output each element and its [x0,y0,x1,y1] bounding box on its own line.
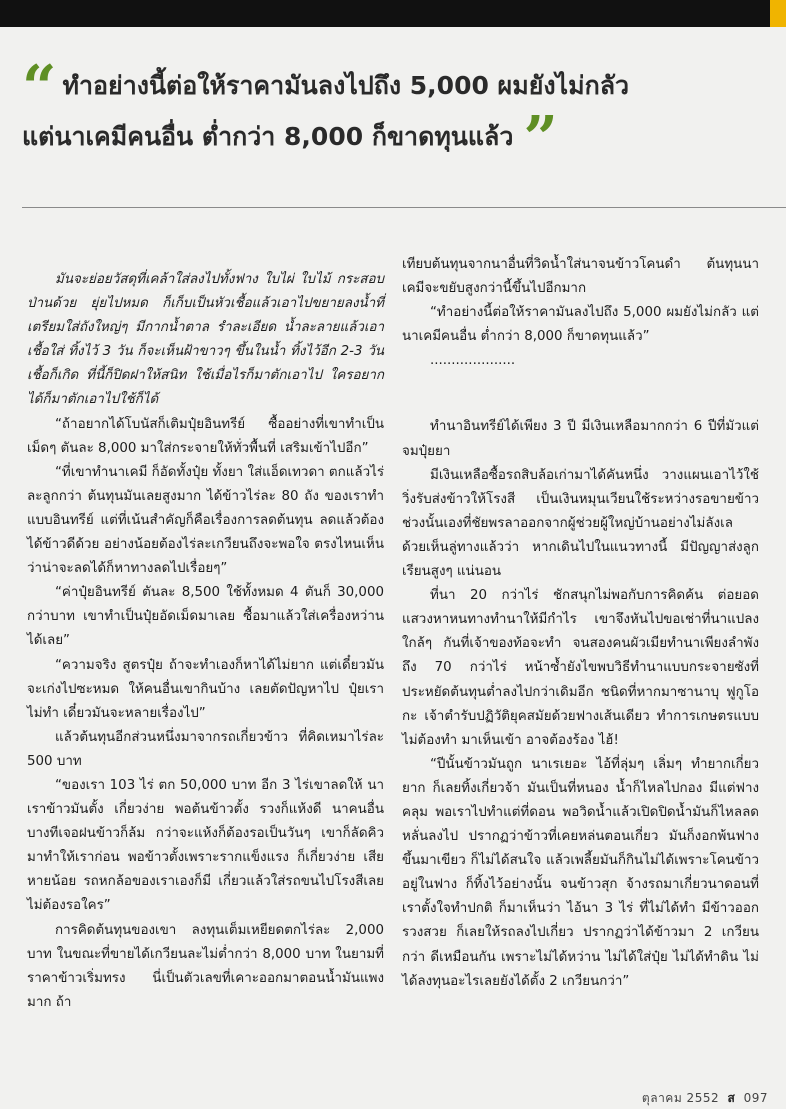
paragraph: “ทำอย่างนี้ต่อให้ราคามันลงไปถึง 5,000 ผมยังไม่กลัว แต่นาเคมีคนอื่น ต่ำกว่า 8,000 ก็ขาดทุนแล้ว” [402,305,759,345]
pull-quote-line-1 [22,53,767,123]
pull-quote-text-2: แต่นาเคมีคนอื่น ต่ำกว่า 8,000 ก็ขาดทุนแล้ว [22,122,514,151]
top-bar [0,0,770,27]
open-quote-mark: “ [22,53,51,123]
pull-quote-line-2 [22,104,767,174]
paragraph: การคิดต้นทุนของเขา ลงทุนเต็มเหยียดตกไร่ละ 2,000 บาท ในขณะที่ขายได้เกวียนละไม่ต่ำกว่า 8,000 บาท ในยามที่ราคาข้าวเริ่มทรง นี่เป็นตัวเลขที่เคาะออกมาตอนน้ำมันแพงมาก ถ้า [27,922,384,1010]
page-number: 097 [743,1091,768,1105]
page-footer [642,1089,768,1108]
paragraph: “ค่าปุ๋ยอินทรีย์ ตันละ 8,500 ใช้ทั้งหมด 4 ตันก็ 30,000 กว่าบาท เขาทำเป็นปุ๋ยอัดเม็ดมาเลย ซื้อมาแล้วใส่เครื่องหว่านได้เลย” [27,585,384,649]
paragraph: มีเงินเหลือซื้อรถสิบล้อเก่ามาได้คันหนึ่ง วางแผนเอาไว้ใช้วิ่งรับส่งข้าวให้โรงสี เป็นเงินหมุนเวียนใช้ระหว่างรอขายข้าว ช่วงนั้นเองที่ชัยพรลาออกจากผู้ช่วยผู้ใหญ่บ้านอย่างไม่ลังเล ด้วยเห็นลู่ทางแล้วว่า หากเดินไปในแนวทางนี้ มีปัญญาส่งลูกเรียนสูงๆ แน่นอน [402,467,759,580]
close-quote-mark: ” [523,104,552,174]
section-separator: .................... [430,353,516,369]
left-column [27,268,384,1015]
paragraph: ทำนาอินทรีย์ได้เพียง 3 ปี มีเงินเหลือมากกว่า 6 ปีที่มัวแต่จมปุ๋ยยา [402,419,759,459]
paragraph: เทียบต้นทุนจากนาอื่นที่วิดน้ำใส่นาจนข้าวโคนดำ ต้นทุนนาเคมีจะขยับสูงกว่านี้ขึ้นไปอีกมาก [402,257,759,297]
pull-quote-text-1: ทำอย่างนี้ต่อให้ราคามันลงไปถึง 5,000 ผมยังไม่กลัว [62,71,630,100]
divider-rule [22,207,786,208]
paragraph: “ความจริง สูตรปุ๋ย ถ้าจะทำเองก็หาได้ไม่ยาก แต่เดี๋ยวมันจะเก่งไปซะหมด ให้คนอื่นเขากินบ้าง เลยตัดปัญหาไป ปุ๋ยเราไม่ทำ เดี๋ยวมันจะหลายเรื่องไป” [27,657,384,721]
paragraph: แล้วต้นทุนอีกส่วนหนึ่งมาจากรถเกี่ยวข้าว ที่คิดเหมาไร่ละ 500 บาท [27,729,384,769]
paragraph: “ที่เขาทำนาเคมี ก็อัดทั้งปุ๋ย ทั้งยา ใส่แอ็ดเทวดา ตกแล้วไร่ละลูกกว่า ต้นทุนมันเลยสูงมาก ได้ข้าวไร่ละ 80 ถัง ของเราทำแบบอินทรีย์ แต่ที่เน้นสำคัญก็คือเรื่องการลดต้นทุน ลดแล้วต้องได้ข้าวดีด้วย อย่างน้อยต้องไร่ละเกวียนถึงจะพอใจ ตรงไหนเห็นว่าน่าจะลดได้ก็หาทางลดไปเรื่อยๆ” [27,464,385,577]
paragraph: “ถ้าอยากได้โบนัสก็เติมปุ๋ยอินทรีย์ ซื้ออย่างที่เขาทำเป็นเม็ดๆ ตันละ 8,000 มาใส่กระจายให้ทั่วพื้นที่ เสริมเข้าไปอีก” [27,416,384,456]
paragraph: มันจะย่อยวัสดุที่เคล้าใส่ลงไปทั้งฟาง ใบไผ่ ใบไม้ กระสอบป่านด้วย ยุ่ยไปหมด ก็เก็บเป็นหัวเชื้อแล้วเอาไปขยายลงน้ำที่เตรียมใส่ถังใหญ่ๆ มีกากน้ำตาล รำละเอียด น้ำละลายแล้วเอาเชื้อใส่ ทิ้งไว้ 3 วัน ก็จะเห็นฝ้าขาวๆ ขึ้นในน้ำ ทิ้งไว้อีก 2-3 วันเชื้อก็เกิด ที่นี้ก็ปิดฝาให้สนิท ใช้เมื่อไรก็มาตักเอาไป ใครอยากได้ก็มาตักเอาไปใช้ก็ได้ [27,272,384,408]
pull-quote [22,53,767,174]
paragraph: “ของเรา 103 ไร่ ตก 50,000 บาท อีก 3 ไร่เขาลดให้ นาเราข้าวมันตั้ง เกี่ยวง่าย พอต้นข้าวตั้ง รวงก็แห้งดี นาคนอื่นบางทีเจอฝนข้าวก็ล้ม กว่าจะแห้งก็ต้องรอเป็นวันๆ เขาก็ลัดคิวมาทำให้เราก่อน พอข้าวตั้งเพราะรากแข็งแรง ก็เกี่ยวง่าย เสียหายน้อย รถหกล้อของเราเองก็มี เกี่ยวแล้วใส่รถขนไปโรงสีเลย ไม่ต้องรอใคร” [27,777,384,914]
right-column [402,253,759,994]
magazine-logo: ส [727,1091,736,1105]
corner-tab [770,0,786,27]
paragraph: ที่นา 20 กว่าไร่ ชักสนุกไม่พอกับการคิดค้น ต่อยอด แสวงหาหนทางทำนาให้มีกำไร เขาจึงหันไปขอเช่าที่นาแปลงใกล้ๆ กันที่เจ้าของท้อจะทำ จนสองคนผัวเมียทำนาเพียงลำพังถึง 70 กว่าไร่ หน้าซ้ำยังไขพบวิธีทำนาแบบกระจายซังที่ประหยัดต้นทุนต่ำลงไปกว่าเดิมอีก ชนิดที่หากมาซานาบุ ฟูกูโอกะ เจ้าตำรับปฏิวัติยุคสมัยด้วยฟางเส้นเดียว ทำการเกษตรแบบไม่ต้องทำ มาเห็นเข้า อาจต้องร้อง ไฮ้! [402,588,759,748]
issue-date: ตุลาคม 2552 [641,1091,720,1105]
paragraph: “ปีนั้นข้าวมันถูก นาเรเยอะ ไอ้ที่ลุ่มๆ เลิ่มๆ ทำยากเกี่ยวยาก ก็เลยทิ้งเกี่ยวจ้า มันเป็นที่หนอง น้ำก็ไหลไปกอง มีแต่ฟางคลุม พอเราไปทำแต่ที่ดอน พอวิดน้ำแล้วเปิดปิดน้ำมันก็ไหลลดหลั่นลงไป ปรากฏว่าข้าวที่เคยหล่นตอนเกี่ยว มันก็งอกพ้นฟางขึ้นมาเขียว ก็ไม่ได้สนใจ แล้วเพลี้ยมันก็กินไม่ได้เพราะโคนข้าวอยู่ในฟาง ก็ทิ้งไว้อย่างนั้น จนข้าวสุก จ้างรถมาเกี่ยวนาดอนที่เราตั้งใจทำปกติ ก็มาเห็นว่า ไอ้นา 3 ไร่ ที่ไม่ได้ทำ มีข้าวออกรวงสวย ก็เลยให้รถลงไปเกี่ยว ปรากฏว่าได้ข้าวมา 2 เกวียนกว่า ดีเหมือนกัน เพราะไม่ได้หว่าน ไม่ได้ใส่ปุ๋ย ไม่ได้ทำดิน ไม่ได้ลงทุนอะไรเลยยังได้ตั้ง 2 เกวียนกว่า” [402,756,759,989]
